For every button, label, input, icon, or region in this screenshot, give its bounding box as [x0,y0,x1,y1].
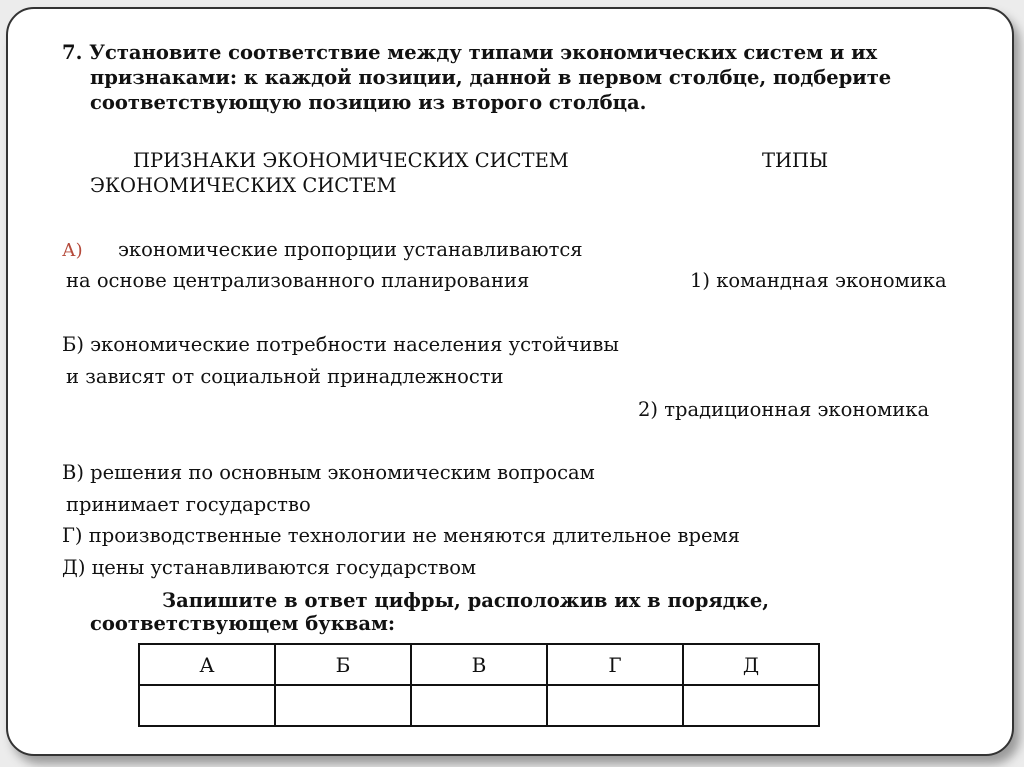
answer-header-g: Г [547,644,683,685]
answer-header-b: Б [275,644,411,685]
answer-table-answer-row [139,685,819,726]
instruction-line2: соответствующем буквам: [90,612,396,635]
type-2: 2) традиционная экономика [638,398,930,421]
left-column-header-line2: ЭКОНОМИЧЕСКИХ СИСТЕМ [90,174,397,197]
answer-cell-b[interactable] [275,685,411,726]
answer-header-d: Д [683,644,819,685]
answer-cell-g[interactable] [547,685,683,726]
answer-table [138,643,820,727]
item-v-line1: В) решения по основным экономическим вопросам [62,461,595,484]
item-d-line: Д) цены устанавливаются государством [62,556,477,579]
task-line-1: 7. Установите соответствие между типами экономических систем и их [62,41,878,64]
left-column-header-line1: ПРИЗНАКИ ЭКОНОМИЧЕСКИХ СИСТЕМ [133,149,569,172]
type-1: 1) командная экономика [690,269,947,292]
item-b-line2: и зависят от социальной принадлежности [66,365,504,388]
right-column-header: ТИПЫ [762,149,829,172]
task-statement [62,40,962,115]
instruction-line1: Запишите в ответ цифры, расположив их в порядке, [162,589,770,612]
answer-cell-a[interactable] [139,685,275,726]
item-a-line2: на основе централизованного планирования [66,269,530,292]
item-g-line: Г) производственные технологии не меняются длительное время [62,524,740,547]
item-v-line2: принимает государство [66,493,311,516]
item-b-line1: Б) экономические потребности населения устойчивы [62,333,619,356]
item-a-line1: экономические пропорции устанавливаются [118,238,583,261]
answer-header-v: В [411,644,547,685]
item-a-marker: А) [62,240,83,261]
task-line-3: соответствующую позицию из второго столбца. [90,91,647,114]
answer-header-a: А [139,644,275,685]
answer-cell-d[interactable] [683,685,819,726]
task-number: 7. [62,41,83,64]
task-line-2: признаками: к каждой позиции, данной в первом столбце, подберите [90,66,892,89]
answer-cell-v[interactable] [411,685,547,726]
answer-table-header-row [139,644,819,685]
